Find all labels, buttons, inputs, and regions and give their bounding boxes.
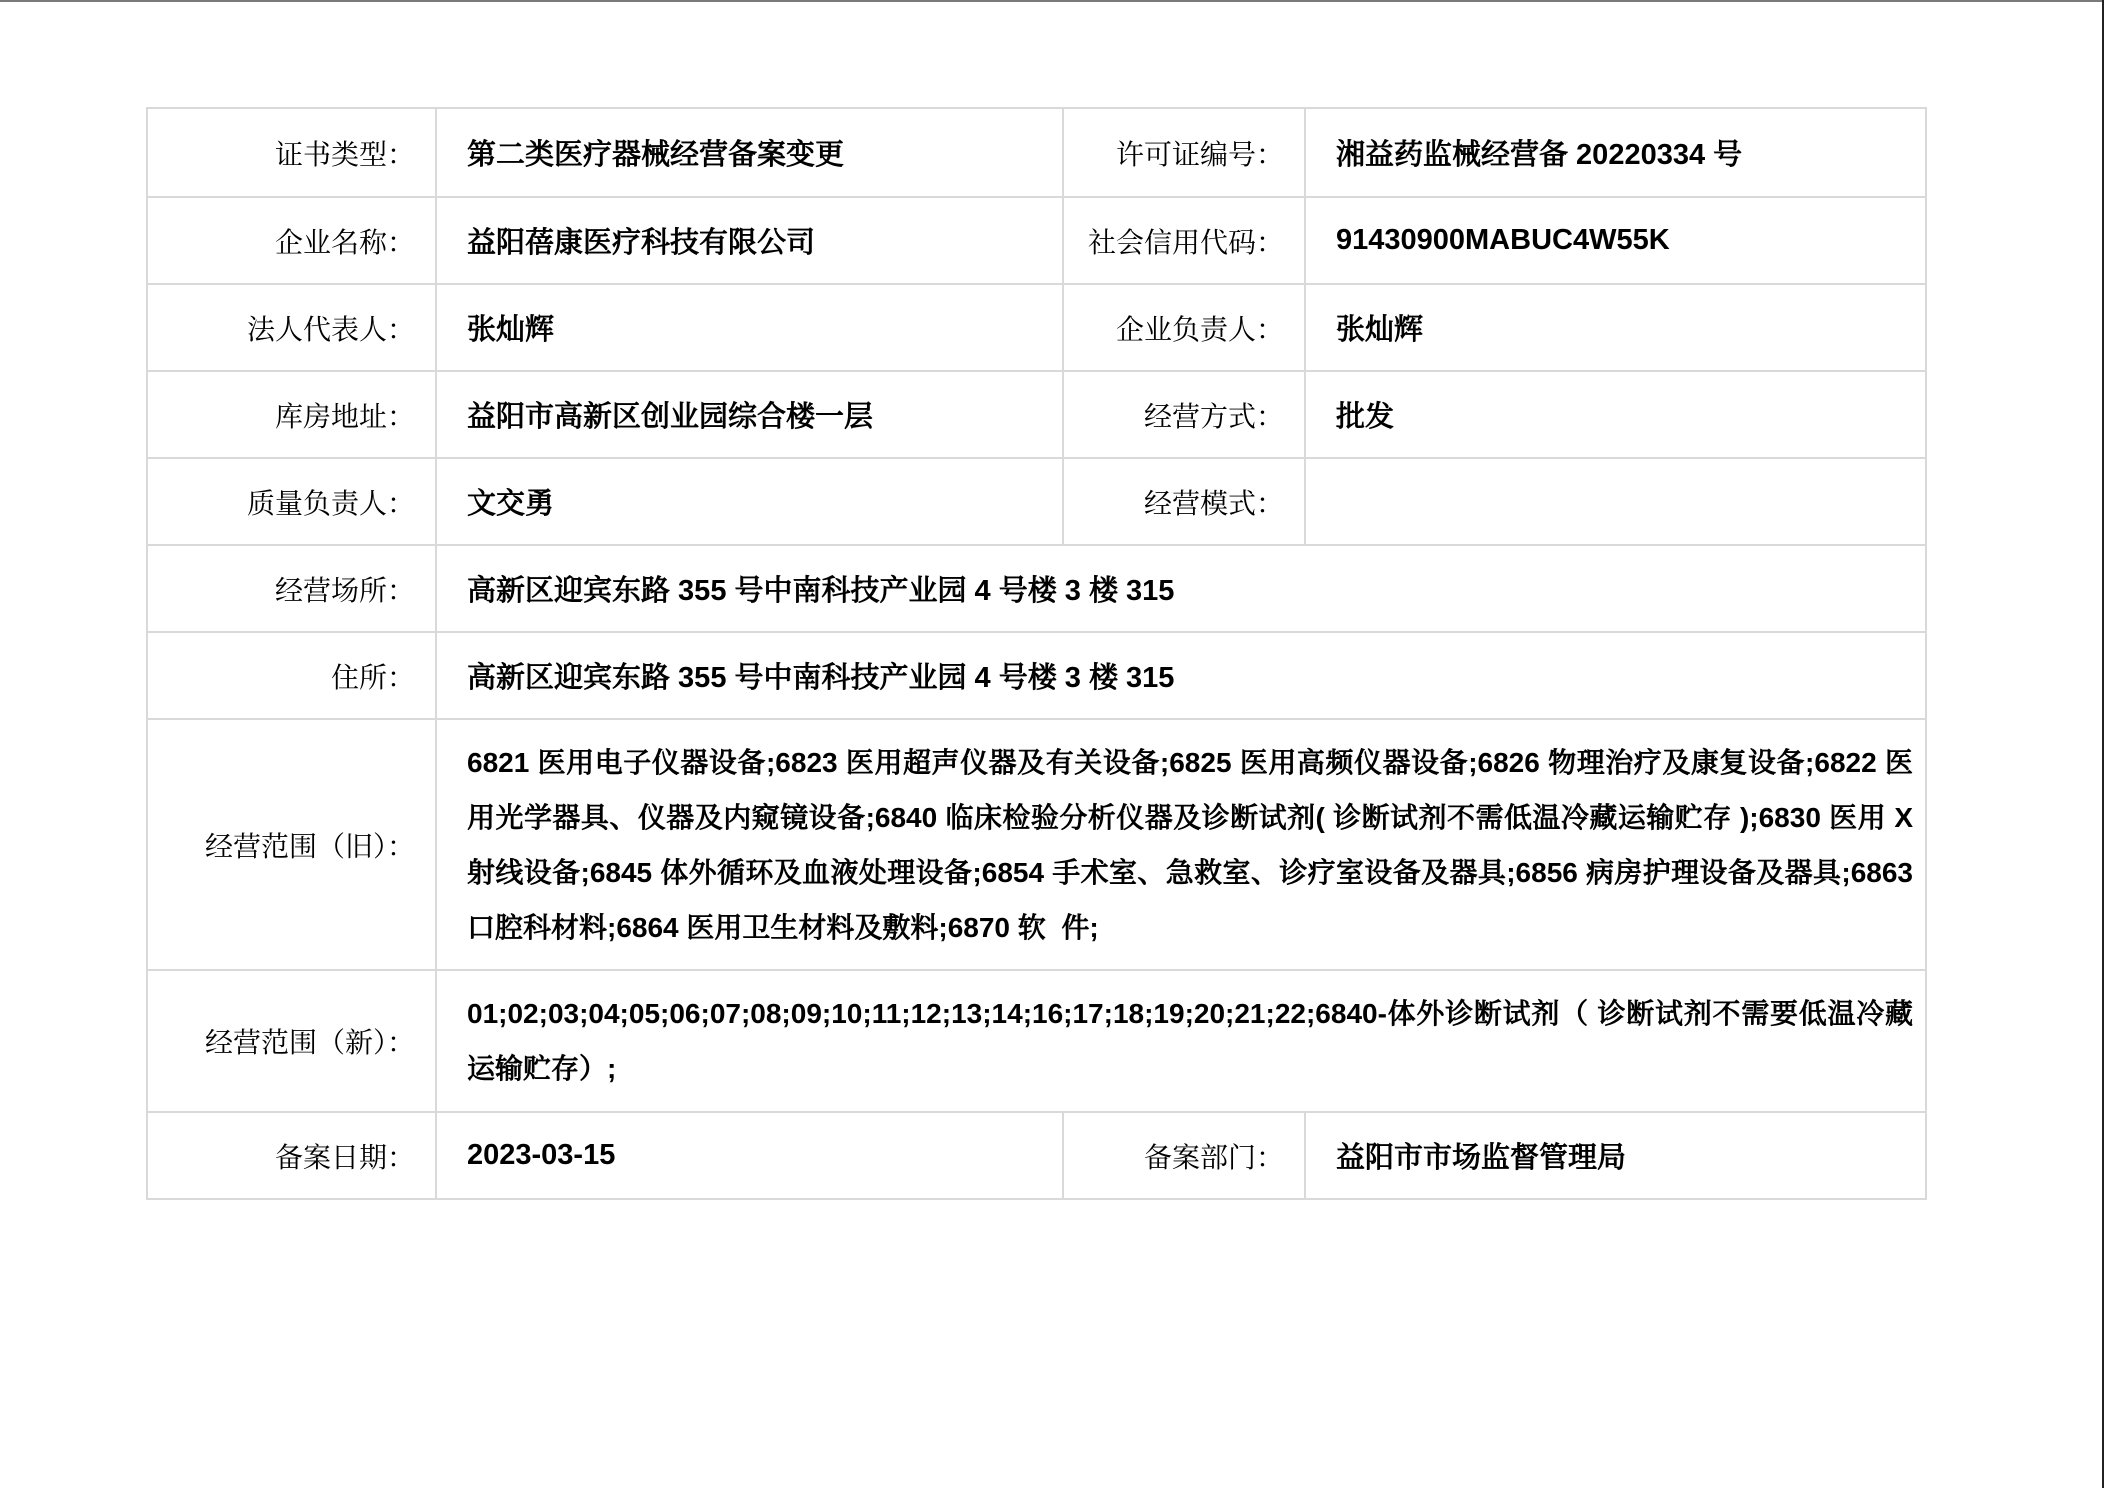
business-premises-label: 经营场所： <box>274 574 415 606</box>
table-row <box>148 544 1925 631</box>
operation-model-label: 经营模式： <box>1062 459 1304 544</box>
residence-value: 高新区迎宾东路 355 号中南科技产业园 4 号楼 3 楼 315 <box>435 633 1925 718</box>
table-row <box>148 109 1925 196</box>
cert-type-label: 证书类型： <box>274 138 415 170</box>
scope-old-value: 6821 医用电子仪器设备;6823 医用超声仪器及有关设备;6825 医用高频仪器设备;6826 物理治疗及康复设备;6822 医用光学器具、仪器及内窥镜设备;6840 临床检验分析仪器及诊断试剂( 诊断试剂不需低温冷藏运输贮存 );6830 医用 X 射线设备;6845 体外循环及血液处理设备;6854 手术室、急救室、诊疗室设备及器具;6856 病房护理设备及器具;6863 口腔科材料;6864 医用卫生材料及敷料;6870 软 件; <box>435 720 1925 970</box>
filing-date-value: 2023-03-15 <box>435 1113 1062 1198</box>
credit-code-label: 社会信用代码： <box>1062 198 1304 283</box>
scope-old-label: 经营范围（旧）： <box>204 831 415 862</box>
table-row <box>148 370 1925 457</box>
window-top-border <box>0 0 2104 2</box>
quality-principal-value: 文交勇 <box>435 459 1062 544</box>
cert-type-value: 第二类医疗器械经营备案变更 <box>435 109 1062 196</box>
company-principal-label: 企业负责人： <box>1062 285 1304 370</box>
warehouse-address-value: 益阳市高新区创业园综合楼一层 <box>435 372 1062 457</box>
scope-new-label: 经营范围（新）： <box>204 1027 415 1058</box>
legal-rep-value: 张灿辉 <box>435 285 1062 370</box>
business-mode-value: 批发 <box>1304 372 1925 457</box>
company-principal-value: 张灿辉 <box>1304 285 1925 370</box>
company-name-value: 益阳蓓康医疗科技有限公司 <box>435 198 1062 283</box>
table-row <box>148 457 1925 544</box>
table-row <box>148 283 1925 370</box>
table-row <box>148 969 1925 1111</box>
credit-code-value: 91430900MABUC4W55K <box>1304 198 1925 283</box>
operation-model-value <box>1304 459 1925 544</box>
license-no-value: 湘益药监械经营备 20220334 号 <box>1304 109 1925 196</box>
filing-date-label: 备案日期： <box>274 1141 415 1173</box>
scope-new-value: 01;02;03;04;05;06;07;08;09;10;11;12;13;14;16;17;18;19;20;21;22;6840-体外诊断试剂（ 诊断试剂不需要低温冷藏运输贮存）; <box>435 971 1925 1111</box>
table-row <box>148 1111 1925 1198</box>
company-name-label: 企业名称： <box>274 226 415 258</box>
filing-department-value: 益阳市市场监督管理局 <box>1304 1113 1925 1198</box>
quality-principal-label: 质量负责人： <box>246 487 415 519</box>
table-row <box>148 196 1925 283</box>
business-premises-value: 高新区迎宾东路 355 号中南科技产业园 4 号楼 3 楼 315 <box>435 546 1925 631</box>
table-row <box>148 718 1925 969</box>
certificate-table <box>146 107 1927 1200</box>
license-no-label: 许可证编号： <box>1062 109 1304 196</box>
table-row <box>148 631 1925 718</box>
business-mode-label: 经营方式： <box>1062 372 1304 457</box>
legal-rep-label: 法人代表人： <box>246 313 415 345</box>
warehouse-address-label: 库房地址： <box>274 400 415 432</box>
residence-label: 住所： <box>330 661 415 693</box>
filing-department-label: 备案部门： <box>1062 1113 1304 1198</box>
